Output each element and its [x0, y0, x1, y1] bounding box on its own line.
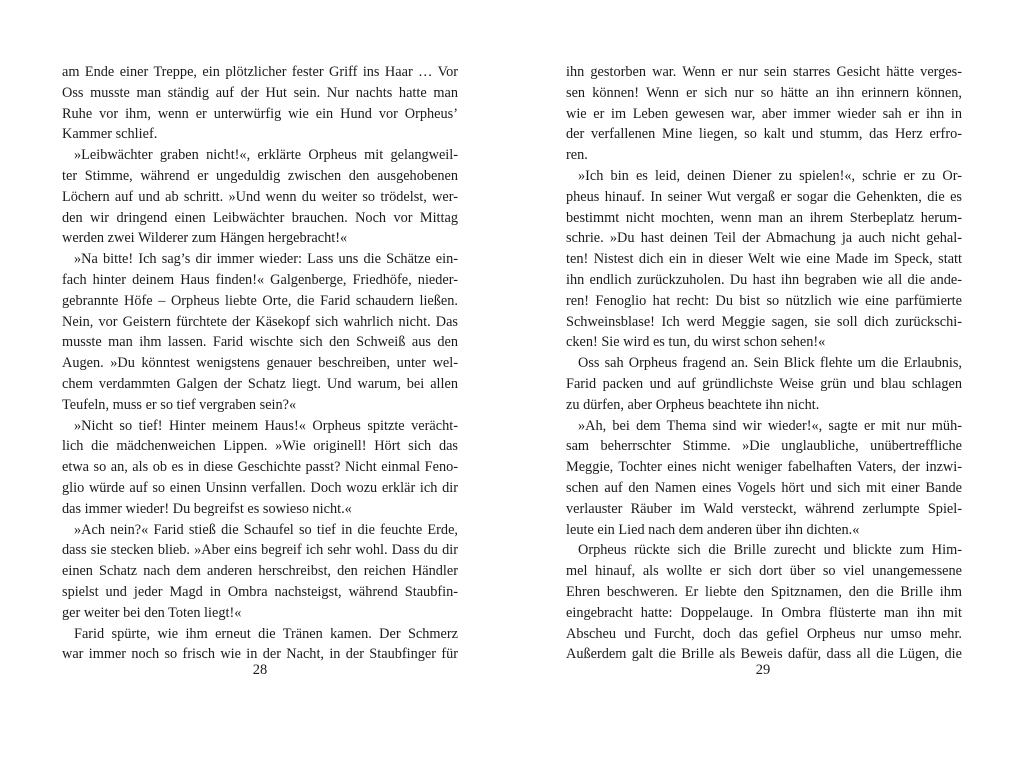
text-line: ter Stimme, während er ungeduldig zwischen den ausgehobenen — [62, 167, 458, 184]
text-line: Farid spürte, wie ihm erneut die Tränen kamen. Der Schmerz — [74, 625, 458, 642]
text-line: Außerdem galt die Brille als Beweis dafür, dass all die Lügen, die — [566, 646, 962, 663]
text-line: war immer noch so frisch wie in der Nacht, in der Staubfinger für — [62, 646, 458, 663]
text-line: Meggie, Tochter eines nicht weniger fabelhaften Vaters, der inzwi- — [566, 459, 962, 476]
left-page-body — [62, 62, 458, 665]
text-line: sen können! Wenn er sich nur so hätte an ihn erinnern können, — [566, 84, 962, 101]
text-line: ren! Fenoglio hat recht: Du bist so nützlich wie eine parfümierte — [566, 292, 962, 309]
text-line: »Ich bin es leid, deinen Diener zu spielen!«, schrie er zu Or- — [578, 167, 962, 184]
text-line: Abscheu und Furcht, doch das gefiel Orpheus nur umso mehr. — [566, 625, 962, 642]
text-line: ger weiter bei den Toten liegt!« — [62, 604, 242, 621]
text-line: wie er im Leben gewesen war, aber immer wieder sah er ihn in — [566, 105, 962, 122]
text-line: cken! Sie wird es tun, du wirst schon sehen!« — [566, 334, 826, 351]
text-line: fach hinter deinem Haus finden!« Galgenberge, Friedhöfe, nieder- — [62, 271, 458, 288]
text-line: »Leibwächter graben nicht!«, erklärte Orpheus mit gelangweil- — [74, 147, 458, 164]
text-line: lich die mädchenweichen Lippen. »Wie originell! Hört sich das — [62, 438, 458, 455]
text-line: pheus hinauf. In seiner Wut vergaß er sogar die Gehenkten, die es — [566, 188, 962, 205]
text-line: »Na bitte! Ich sag’s dir immer wieder: Lass uns die Schätze ein- — [74, 251, 458, 268]
text-line: am Ende einer Treppe, ein plötzlicher fester Griff ins Haar … Vor — [62, 64, 458, 80]
text-line: »Nicht so tief! Hinter meinem Haus!« Orpheus spitzte verächt- — [74, 417, 458, 434]
text-line: schen auf den Namen eines Vogels hört und sich mit einer Bande — [566, 479, 962, 496]
text-line: Oss sah Orpheus fragend an. Sein Blick flehte um die Erlaubnis, — [578, 355, 962, 372]
left-page-number: 28 — [252, 662, 268, 678]
text-line: sam beherrschter Stimme. »Die unglaubliche, unübertreffliche — [566, 438, 962, 455]
text-line: den wir dringend einen Leibwächter brauchen. Noch vor Mittag — [62, 209, 458, 226]
text-line: Farid packen und auf gründlichste Weise grün und blau schlagen — [566, 375, 962, 392]
right-page-body — [566, 62, 962, 665]
text-line: ten! Nistest dich ein in dieser Welt wie eine Made im Speck, statt — [566, 251, 962, 268]
text-line: schrie. »Du hast deinen Teil der Abmachung ja auch nicht gehal- — [566, 230, 962, 247]
text-line: Oss musste man ständig auf der Hut sein. Nur nachts hatte man — [62, 84, 458, 101]
text-line: zu dürfen, aber Orpheus beachtete ihn nicht. — [566, 396, 820, 413]
text-line: chem verdammten Galgen der Schatz liegt. Und warum, bei allen — [62, 375, 458, 392]
text-line: musste man ihm lassen. Farid wischte sich den Schweiß aus den — [62, 334, 458, 351]
text-line: Löchern auf und ab schritt. »Und wenn du weiter so trödelst, wer- — [62, 188, 458, 205]
text-line: glio würde auf so einen Unsinn verfallen. Doch wozu erklär ich dir — [62, 479, 458, 496]
text-line: eingebracht hatte: Doppelauge. In Ombra flüsterte man ihn mit — [566, 604, 962, 621]
text-line: mel hinauf, als wollte er sich dort über so viel unangemessene — [566, 563, 962, 580]
text-line: der verfallenen Mine liegen, so kalt und stumm, das Herz erfro- — [566, 126, 962, 143]
text-line: spielst und jeder Magd in Ombra nachsteigst, während Staubfin- — [62, 583, 458, 600]
text-line: bestimmt nicht mochten, wenn man an ihrem Sterbeplatz herum- — [566, 209, 962, 226]
text-line: dass sie stecken blieb. »Aber eins begreif ich sehr wohl. Dass du dir — [62, 542, 458, 559]
text-line: ihn endlich zurückzuholen. Du hast ihn begraben wie all die ande- — [566, 271, 962, 288]
text-line: einen Schatz nach dem anderen herschreibst, den reichen Händler — [62, 563, 458, 580]
text-line: »Ach nein?« Farid stieß die Schaufel so tief in die feuchte Erde, — [74, 521, 458, 538]
right-page-number: 29 — [755, 662, 771, 678]
text-line: leute ein Lied nach dem anderen über ihn dichten.« — [566, 521, 860, 538]
text-line: das immer wieder! Du begreifst es sowieso nicht.« — [62, 500, 352, 517]
text-line: »Ah, bei dem Thema sind wir wieder!«, sagte er mit nur müh- — [578, 417, 962, 434]
text-line: werden zwei Wilderer zum Hängen hergebracht!« — [62, 230, 348, 247]
text-line: Ehren beschweren. Er liebte den Spitznamen, den die Brille ihm — [566, 583, 962, 600]
text-line: Nein, vor Geistern fürchtete der Käsekopf sich wahrlich nicht. Das — [62, 313, 458, 330]
text-line: ihn gestorben war. Wenn er nur sein starres Gesicht hätte verges- — [566, 64, 962, 80]
text-line: Teufeln, muss er so tief vergraben sein?« — [62, 396, 297, 413]
text-line: etwa so an, als ob es in diese Geschichte passt? Nicht einmal Feno- — [62, 459, 458, 476]
text-line: verlauster Räuber im Wald versteckt, während zerlumpte Spiel- — [566, 500, 962, 517]
text-line: Ruhe vor ihm, wenn er unterwürfig wie ein Hund vor Orpheus’ — [62, 105, 458, 122]
text-line: Orpheus rückte sich die Brille zurecht und blickte zum Him- — [578, 542, 962, 559]
text-line: Augen. »Du könntest wenigstens genauer beschreiben, unter wel- — [62, 355, 458, 372]
text-line: Schweinsblase! Ich werd Meggie sagen, sie soll dich zurückschi- — [566, 313, 962, 330]
text-line: Kammer schlief. — [62, 126, 158, 143]
text-line: ren. — [566, 147, 588, 164]
text-line: gebrannte Höfe – Orpheus liebte Orte, die Farid schaudern ließen. — [62, 292, 458, 309]
